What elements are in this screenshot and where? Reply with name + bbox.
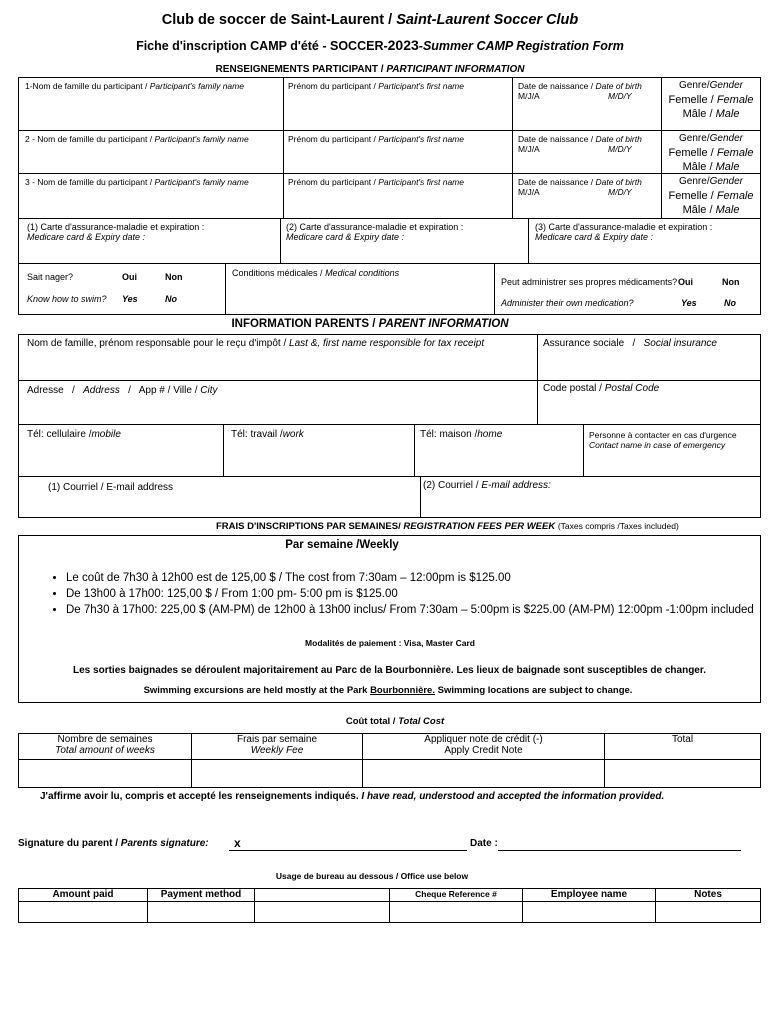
swim-question-fr: Sait nager? (27, 272, 74, 282)
medication-yes-fr[interactable]: Oui (678, 277, 693, 287)
fee-list (50, 570, 760, 618)
medication-no-en[interactable]: No (724, 298, 736, 308)
participant-1-first-name-field[interactable]: Prénom du participant / Participant's first name (288, 81, 464, 91)
date-underline[interactable] (498, 850, 741, 851)
col-credit-note: Appliquer note de crédit (-) Apply Credit Note (363, 734, 605, 760)
signature-line[interactable]: Signature du parent / Parents signature: (18, 838, 209, 849)
medicare-field-2[interactable]: (2) Carte d'assurance-maladie et expiration : Medicare card & Expiry date : (286, 222, 464, 242)
medication-question-fr: Peut administrer ses propres médicaments? (501, 277, 678, 287)
participant-3-family-name-field[interactable]: 3 - Nom de famille du participant / Participant's family name (25, 177, 249, 187)
fee-bullet: • De 7h30 à 17h00: 225,00 $ (AM-PM) de 12h00 à 13h00 inclus/ From 7:30am – 5:00pm is $225.00 (AM-PM) 12:00pm -1:00pm included (66, 602, 760, 618)
office-cell[interactable] (656, 902, 761, 923)
col-weeks: Nombre de semaines Total amount of weeks (19, 734, 192, 760)
office-col-header: Cheque Reference # (390, 889, 523, 902)
participant-2-male-option[interactable]: Mâle / Male (682, 161, 740, 173)
signature-underline (229, 850, 467, 851)
participant-1-dob-field[interactable]: Date de naissance / Date of birth M/J/A M/D/Y (518, 81, 642, 101)
postal-code-field[interactable]: Code postal / Postal Code (543, 383, 660, 394)
weekly-fee-input[interactable] (192, 760, 363, 788)
social-insurance-field[interactable]: Assurance sociale / Social insurance (543, 338, 717, 349)
total-cost-table (18, 733, 761, 788)
email-field-2[interactable]: (2) Courriel / E-mail address: (423, 480, 551, 491)
fee-bullet: • De 13h00 à 17h00: 125,00 $ / From 1:00 pm- 5:00 pm is $125.00 (66, 586, 760, 602)
swim-note-en: Swimming excursions are held mostly at the Park Bourbonnière. Swimming locations are subject to change. (143, 685, 633, 696)
swim-yes-en[interactable]: Yes (122, 294, 138, 304)
office-use-table (18, 888, 761, 923)
mobile-phone-field[interactable]: Tél: cellulaire /mobile (27, 429, 121, 440)
participant-1-family-name-field[interactable]: 1-Nom de famille du participant / Participant's family name (25, 81, 244, 91)
declaration: J'affirme avoir lu, compris et accepté les renseignements indiqués. I have read, understood and accepted the information provided. (40, 791, 665, 802)
form-subtitle: Fiche d'inscription CAMP d'été - SOCCER-2023-Summer CAMP Registration Form (136, 37, 624, 53)
medication-yes-en[interactable]: Yes (681, 298, 697, 308)
emergency-contact-field[interactable]: Personne à contacter en cas d'urgence Contact name in case of emergency (589, 430, 737, 450)
participant-3-female-option[interactable]: Femelle / Female (668, 190, 754, 202)
per-week-title: Par semaine /Weekly (285, 539, 399, 551)
office-cell[interactable] (523, 902, 656, 923)
participant-3-first-name-field[interactable]: Prénom du participant / Participant's first name (288, 177, 464, 187)
office-col-header: Employee name (523, 889, 656, 902)
fees-box (18, 535, 761, 703)
office-use-title: Usage de bureau au dessous / Office use below (275, 871, 469, 881)
credit-note-input[interactable] (363, 760, 605, 788)
participant-2-female-option[interactable]: Femelle / Female (668, 147, 754, 159)
medicare-field-1[interactable]: (1) Carte d'assurance-maladie et expiration : Medicare card & Expiry date : (27, 222, 205, 242)
total-cost-title: Coût total / Total Cost (345, 716, 445, 727)
form-title: Club de soccer de Saint-Laurent / Saint-Laurent Soccer Club (161, 12, 579, 28)
payment-methods: Modalités de paiement : Visa, Master Card (305, 638, 475, 648)
participant-3-dob-field[interactable]: Date de naissance / Date of birth M/J/A M/D/Y (518, 177, 642, 197)
medicare-field-3[interactable]: (3) Carte d'assurance-maladie et expiration : Medicare card & Expiry date : (535, 222, 713, 242)
tax-receipt-name-field[interactable]: Nom de famille, prénom responsable pour le reçu d'impôt / Last &, first name responsible for tax receipt (27, 338, 485, 349)
office-cell[interactable] (19, 902, 148, 923)
signature-mark: x (234, 836, 241, 850)
participant-3-male-option[interactable]: Mâle / Male (682, 204, 740, 216)
medication-question-en: Administer their own medication? (501, 298, 634, 308)
col-weekly-fee: Frais par semaine Weekly Fee (192, 734, 363, 760)
office-col-header: Amount paid (19, 889, 148, 902)
office-col-header (255, 889, 390, 902)
medication-no-fr[interactable]: Non (722, 277, 740, 287)
work-phone-field[interactable]: Tél: travail /work (231, 429, 304, 440)
home-phone-field[interactable]: Tél: maison /home (420, 429, 503, 440)
swim-note-fr: Les sorties baignades se déroulent majoritairement au Parc de la Bourbonnière. Les lieux de baignade sont susceptibles de changer. (73, 665, 706, 676)
swim-yes-fr[interactable]: Oui (122, 272, 137, 282)
participant-1-male-option[interactable]: Mâle / Male (682, 108, 740, 120)
total-input[interactable] (605, 760, 761, 788)
medical-conditions-field[interactable]: Conditions médicales / Medical conditions (232, 268, 400, 278)
weeks-input[interactable] (19, 760, 192, 788)
participant-1-female-option[interactable]: Femelle / Female (668, 94, 754, 106)
swim-no-fr[interactable]: Non (165, 272, 183, 282)
swim-question-en: Know how to swim? (27, 294, 107, 304)
participant-section-heading: RENSEIGNEMENTS PARTICIPANT / PARTICIPANT INFORMATION (215, 64, 525, 75)
address-field[interactable]: Adresse / Address / App # / Ville / City (27, 385, 218, 396)
office-cell[interactable] (148, 902, 255, 923)
email-field-1[interactable]: (1) Courriel / E-mail address (48, 482, 174, 493)
date-label: Date : (470, 838, 498, 849)
fee-bullet: • Le coût de 7h30 à 12h00 est de 125,00 $ / The cost from 7:30am – 12:00pm is $125.00 (66, 570, 760, 586)
participant-2-first-name-field[interactable]: Prénom du participant / Participant's first name (288, 134, 464, 144)
participant-2-family-name-field[interactable]: 2 - Nom de famille du participant / Participant's family name (25, 134, 249, 144)
office-cell[interactable] (390, 902, 523, 923)
participant-3-gender: Genre/Gender Femelle / Female Mâle / Male (662, 175, 760, 217)
fees-heading: FRAIS D'INSCRIPTIONS PAR SEMAINES/ REGISTRATION FEES PER WEEK (Taxes compris /Taxes included) (216, 521, 679, 532)
swim-no-en[interactable]: No (165, 294, 177, 304)
office-cell[interactable] (255, 902, 390, 923)
participant-1-gender: Genre/Gender Femelle / Female Mâle / Male (662, 79, 760, 121)
participant-2-dob-field[interactable]: Date de naissance / Date of birth M/J/A M/D/Y (518, 134, 642, 154)
office-col-header: Notes (656, 889, 761, 902)
col-total: Total (605, 734, 761, 760)
participant-2-gender: Genre/Gender Femelle / Female Mâle / Male (662, 132, 760, 174)
parent-section-heading: INFORMATION PARENTS / PARENT INFORMATION (231, 318, 509, 330)
office-col-header: Payment method (148, 889, 255, 902)
